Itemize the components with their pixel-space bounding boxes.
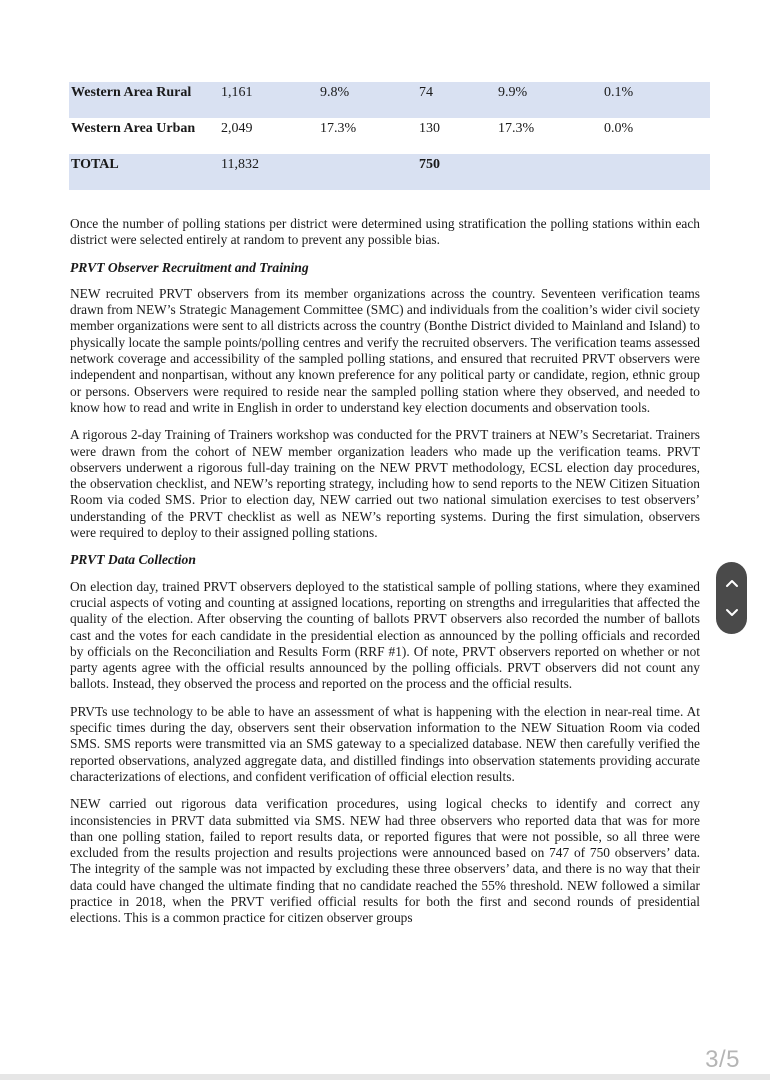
paragraph: A rigorous 2-day Training of Trainers workshop was conducted for the PRVT trainers at NEW’s Secretariat. Trainers were drawn from the cohort of NEW member organization leaders who made up the verification teams. PRVT observers underwent a rigorous full-day training on the NEW PRVT methodology, ECSL election day procedures, the observation checklist, and NEW’s reporting strategy, including how to send reports to the NEW Citizen Situation Room via coded SMS. Prior to election day, NEW carried out two national simulation exercises to test observers’ understanding of the PRVT checklist as well as NEW’s reporting systems. During the first simulation, observers were required to deploy to their assigned polling stations. [70,427,700,541]
intro-paragraph: Once the number of polling stations per district were determined using stratification the polling stations within each district were selected entirely at random to prevent any possible bias. [70,216,700,248]
sample-percent: 9.9% [498,85,528,100]
sample-count: 130 [419,121,440,136]
table-total-row [69,154,710,190]
page-indicator: 3/5 [705,1046,740,1073]
difference-percent: 0.1% [604,85,634,100]
next-page-button[interactable] [720,602,744,624]
difference-percent: 0.0% [604,121,634,136]
document-body [70,216,700,938]
section-heading-data-collection: PRVT Data Collection [70,552,196,568]
table-row [69,82,710,118]
polling-stations-percent: 9.8% [320,85,350,100]
district-sample-table [69,82,710,190]
polling-stations-count: 2,049 [221,121,253,136]
total-sample: 750 [419,157,440,172]
district-name: Western Area Urban [71,121,196,136]
polling-stations-count: 1,161 [221,85,253,100]
total-label: TOTAL [71,157,119,172]
district-name: Western Area Rural [71,85,192,100]
page-navigation-control [716,562,747,634]
previous-page-button[interactable] [720,572,744,594]
sample-count: 74 [419,85,433,100]
paragraph: On election day, trained PRVT observers deployed to the statistical sample of polling stations, where they examined crucial aspects of voting and counting at assigned locations, reporting on strengths and irregularities that affected the quality of the election. After observing the counting of ballots PRVT observers also recorded the number of ballots cast and the votes for each candidate in the presidential election as announced by the polling officials and recorded by officials on the Reconciliation and Results Form (RRF #1). Of note, PRVT observers reported on whether or not party agents agree with the official results announced by the polling officials. PRVT observers did not count any ballots. Instead, they observed the process and reported on the process and the official results. [70,578,700,692]
paragraph: NEW carried out rigorous data verification procedures, using logical checks to identify and correct any inconsistencies in PRVT data submitted via SMS. NEW had three observers who reported data that was for more than one polling station, failed to report results data, or reported figures that were not possible, so all three were excluded from the results projection and results projections were announced based on 747 of 750 observers’ data. The integrity of the sample was not impacted by excluding these three observers’ data, and there is no way that their data could have changed the ultimate finding that no candidate reached the 55% threshold. NEW followed a similar practice in 2018, when the PRVT verified official results for both the first and second rounds of presidential elections. This is a common practice for citizen observer groups [70,796,700,926]
polling-stations-percent: 17.3% [320,121,357,136]
sample-percent: 17.3% [498,121,535,136]
bottom-bar [0,1074,770,1080]
paragraph: PRVTs use technology to be able to have an assessment of what is happening with the election in near-real time. At specific times during the day, observers sent their observation information to the NEW Situation Room via coded SMS. SMS reports were transmitted via an SMS gateway to a specialized database. NEW then carefully verified the reported observations, analyzed aggregate data, and distilled findings into observation statements providing accurate characterizations of elections, and confident verification of official election results. [70,703,700,784]
total-polling-stations: 11,832 [221,157,259,172]
paragraph: NEW recruited PRVT observers from its member organizations across the country. Seventeen verification teams drawn from NEW’s Strategic Management Committee (SMC) and individuals from the coalition’s wider civil society member organizations were sent to all districts across the country (Bonthe District divided to Mainland and Island) to physically locate the sample points/polling centres and verify the recruited observers. The verification teams assessed network coverage and accessibility of the sampled polling stations, and ensured that recruited PRVT observers were independent and nonpartisan, without any known preference for any political party or candidate, region, ethnic group or persons. Observers were required to reside near the sampled polling station where they observed, and needed to know how to read and write in English in order to understand key election documents and observation tools. [70,285,700,415]
chevron-up-icon [725,578,739,588]
table-row [69,118,710,154]
chevron-down-icon [725,608,739,618]
section-heading-recruitment: PRVT Observer Recruitment and Training [70,259,309,275]
